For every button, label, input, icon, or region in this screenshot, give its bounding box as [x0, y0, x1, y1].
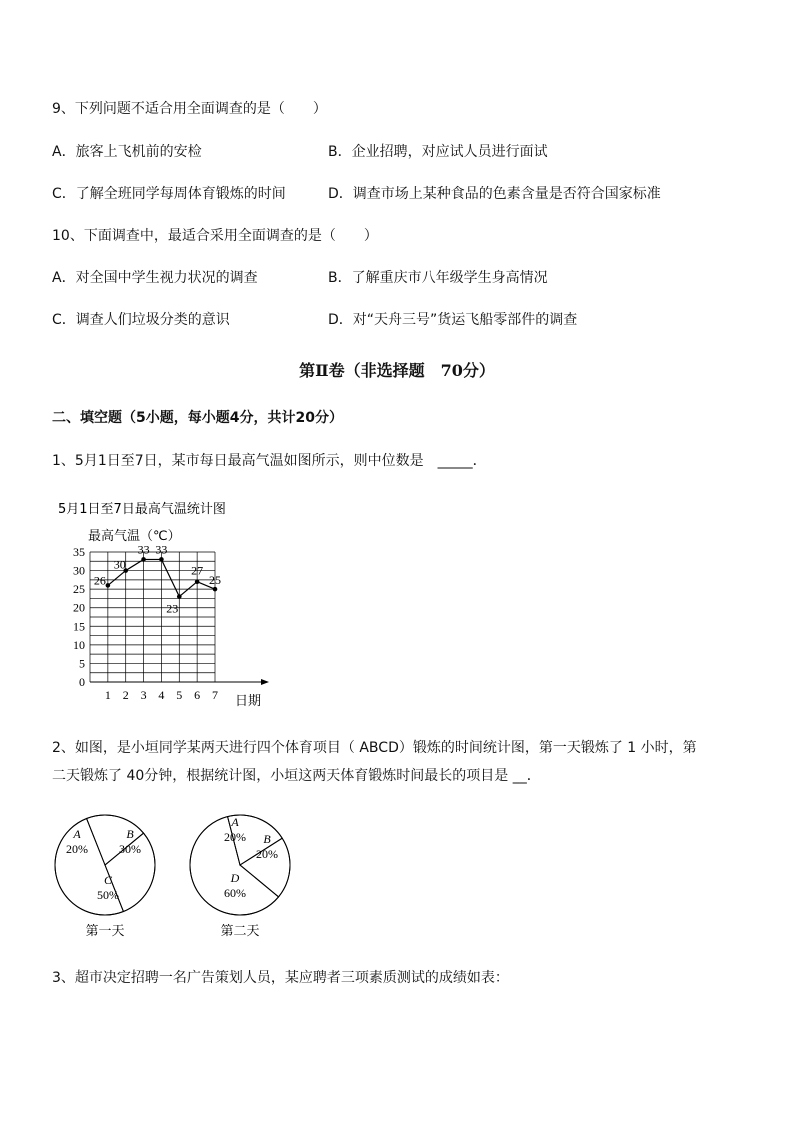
pie-slice-percent: 20%	[224, 830, 246, 844]
pie-slice-name: B	[263, 832, 271, 846]
data-label: 27	[191, 563, 204, 578]
x-tick-label: 4	[158, 688, 165, 702]
data-label: 33	[137, 542, 150, 557]
data-point	[159, 557, 164, 562]
chart-point-labels	[94, 542, 221, 615]
x-tick-label: 1	[104, 688, 111, 702]
chart-x-ticks	[105, 688, 218, 702]
y-tick-label: 0	[79, 675, 85, 689]
pie-slice-percent: 20%	[66, 842, 88, 856]
q10-option-d: D．对“天舟三号”货运飞船零部件的调查	[328, 312, 578, 328]
pie-caption: 第一天	[85, 924, 125, 939]
data-label: 23	[166, 601, 179, 616]
pie-slice-name: D	[230, 871, 240, 885]
data-label: 33	[155, 542, 168, 557]
pie-caption: 第二天	[220, 924, 260, 939]
pie-slice-name: C	[103, 873, 113, 887]
data-label: 25	[209, 573, 221, 588]
y-tick-label: 25	[73, 582, 85, 597]
data-point	[177, 594, 182, 599]
q10-option-b: B．了解重庆市八年级学生身高情况	[328, 270, 548, 286]
pie-slice-name: A	[231, 815, 239, 829]
q10-option-a: A．对全国中学生视力状况的调查	[52, 270, 258, 286]
f3-stem: 3、超市决定招聘一名广告策划人员，某应聘者三项素质测试的成绩如表：	[52, 970, 509, 986]
y-tick-label: 10	[73, 637, 85, 652]
data-point	[213, 587, 218, 592]
x-tick-label: 3	[140, 688, 147, 702]
x-tick-label: 5	[176, 688, 183, 702]
pie-slice-name: B	[126, 827, 134, 841]
pie-slice-percent: 60%	[224, 886, 246, 900]
x-tick-label: 7	[212, 688, 218, 702]
part2-title: 第Ⅱ卷（非选择题 70分）	[299, 361, 495, 380]
temperature-line-chart	[50, 495, 280, 715]
section2-heading: 二、填空题（5小题，每小题4分，共计20分）	[52, 410, 343, 426]
y-tick-label: 30	[73, 563, 85, 578]
chart-title: 5月1日至7日最高气温统计图	[58, 502, 226, 517]
f2-stem-line2: 二天锻炼了 40分钟，根据统计图，小垣这两天体育锻炼时间最长的项目是 __．	[52, 768, 541, 784]
data-point	[106, 583, 111, 588]
x-tick-label: 2	[122, 688, 129, 702]
q10-stem: 10、下面调查中，最适合采用全面调查的是（ ）	[52, 228, 378, 244]
pie-slice-percent: 30%	[119, 842, 141, 856]
q9-stem: 9、下列问题不适合用全面调查的是（ ）	[52, 101, 327, 117]
q9-option-a: A．旅客上飞机前的安检	[52, 144, 202, 160]
pie-slice-name: A	[73, 827, 81, 841]
chart-ylabel: 最高气温（℃）	[88, 529, 181, 544]
q9-option-b: B．企业招聘，对应试人员进行面试	[328, 144, 548, 160]
chart-xlabel: 日期	[235, 694, 262, 709]
pie-slice-percent: 50%	[97, 888, 119, 902]
y-tick-label: 15	[73, 619, 85, 634]
x-axis-arrow	[261, 679, 269, 685]
q9-option-c: C．了解全班同学每周体育锻炼的时间	[52, 186, 286, 202]
data-label: 26	[93, 573, 106, 588]
pie-chart-day2	[185, 810, 305, 945]
data-point	[141, 557, 146, 562]
q10-option-c: C．调查人们垃圾分类的意识	[52, 312, 230, 328]
y-tick-label: 35	[73, 545, 85, 559]
chart-y-ticks	[73, 545, 85, 689]
pie-slice-percent: 20%	[256, 847, 278, 861]
data-label: 30	[113, 557, 126, 572]
f1-stem: 1、5月1日至7日，某市每日最高气温如图所示，则中位数是 _____．	[52, 453, 487, 469]
data-point	[195, 579, 200, 584]
y-tick-label: 20	[73, 600, 85, 615]
f2-stem-line1: 2、如图，是小垣同学某两天进行四个体育项目（ ABCD）锻炼的时间统计图，第一天锻炼了 1 小时，第	[52, 740, 697, 756]
y-tick-label: 5	[79, 656, 85, 671]
q9-option-d: D．调查市场上某种食品的色素含量是否符合国家标准	[328, 186, 661, 202]
pie-chart-day1	[50, 810, 170, 945]
x-tick-label: 6	[194, 688, 201, 702]
